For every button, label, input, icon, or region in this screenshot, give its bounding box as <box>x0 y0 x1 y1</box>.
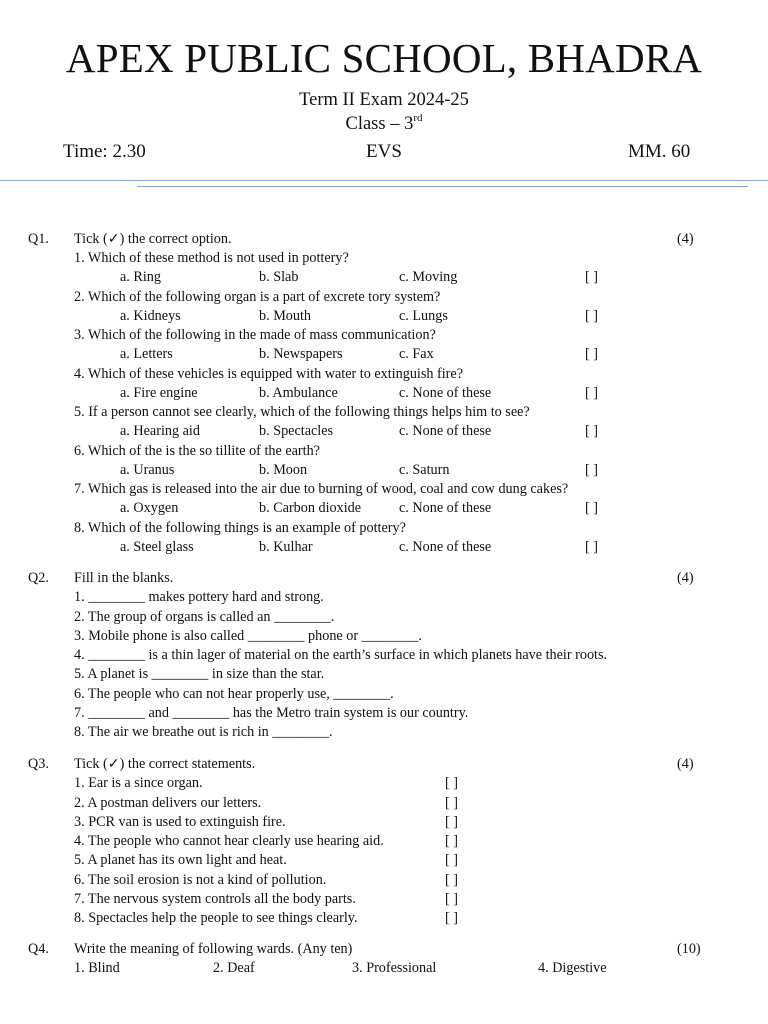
q1-answer-box[interactable]: [ ] <box>585 346 598 362</box>
q4-word: 4. Digestive <box>538 960 607 976</box>
q3-number: Q3. <box>28 756 49 772</box>
q1-option-a: a. Letters <box>120 346 173 362</box>
q1-option-a: a. Oxygen <box>120 500 179 516</box>
q4-title: Write the meaning of following wards. (Any ten) <box>74 941 353 957</box>
q1-option-b: b. Spectacles <box>259 423 334 439</box>
q3-answer-box[interactable]: [ ] <box>445 795 458 811</box>
q3-answer-box[interactable]: [ ] <box>445 775 458 791</box>
q3-answer-box[interactable]: [ ] <box>445 852 458 868</box>
q4-word: 1. Blind <box>74 960 120 976</box>
q1-option-a: a. Steel glass <box>120 539 194 555</box>
q1-option-b: b. Slab <box>259 269 299 285</box>
class-suffix: rd <box>413 112 423 124</box>
q3-answer-box[interactable]: [ ] <box>445 833 458 849</box>
q1-question: 4. Which of these vehicles is equipped with water to extinguish fire? <box>74 366 463 382</box>
q1-answer-box[interactable]: [ ] <box>585 500 598 516</box>
q1-answer-box[interactable]: [ ] <box>585 539 598 555</box>
q3-statement: 7. The nervous system controls all the body parts. <box>74 891 356 907</box>
q3-statement: 1. Ear is a since organ. <box>74 775 203 791</box>
q1-option-c: c. Moving <box>399 269 458 285</box>
q1-answer-box[interactable]: [ ] <box>585 423 598 439</box>
q2-blank-item: 8. The air we breathe out is rich in ________. <box>74 724 333 740</box>
q3-answer-box[interactable]: [ ] <box>445 910 458 926</box>
q1-option-b: b. Moon <box>259 462 308 478</box>
q2-blank-item: 2. The group of organs is called an ________. <box>74 609 335 625</box>
q1-question: 5. If a person cannot see clearly, which of the following things helps him to see? <box>74 404 530 420</box>
q1-answer-box[interactable]: [ ] <box>585 269 598 285</box>
q1-title: Tick (✓) the correct option. <box>74 231 232 247</box>
class-prefix: Class – 3 <box>345 114 414 134</box>
q1-option-c: c. None of these <box>399 423 492 439</box>
q1-option-a: a. Ring <box>120 269 161 285</box>
class-label <box>0 114 768 135</box>
q1-option-b: b. Mouth <box>259 308 312 324</box>
q1-option-c: c. Fax <box>399 346 434 362</box>
q3-statement: 6. The soil erosion is not a kind of pollution. <box>74 872 327 888</box>
q1-option-b: b. Kulhar <box>259 539 313 555</box>
q2-blank-item: 5. A planet is ________ in size than the star. <box>74 666 325 682</box>
q1-option-b: b. Ambulance <box>259 385 338 401</box>
q2-blank-item: 1. ________ makes pottery hard and strong. <box>74 589 324 605</box>
q3-marks: (4) <box>677 756 694 772</box>
school-name: APEX PUBLIC SCHOOL, BHADRA <box>65 35 703 81</box>
q2-blank-item: 6. The people who can not hear properly use, ________. <box>74 686 394 702</box>
q1-option-b: b. Newspapers <box>259 346 343 362</box>
q2-blank-item: 4. ________ is a thin lager of material on the earth’s surface in which planets have their roots. <box>74 647 608 663</box>
q1-option-b: b. Carbon dioxide <box>259 500 362 516</box>
header-divider-2 <box>137 186 748 187</box>
q2-blank-item: 7. ________ and ________ has the Metro train system is our country. <box>74 705 469 721</box>
q1-option-a: a. Kidneys <box>120 308 181 324</box>
q1-number: Q1. <box>28 231 49 247</box>
q1-question: 1. Which of these method is not used in pottery? <box>74 250 349 266</box>
q1-answer-box[interactable]: [ ] <box>585 462 598 478</box>
subject: EVS <box>366 141 402 162</box>
q1-question: 6. Which of the is the so tillite of the earth? <box>74 443 320 459</box>
q2-number: Q2. <box>28 570 49 586</box>
q1-question: 2. Which of the following organ is a part of excrete tory system? <box>74 289 441 305</box>
q2-marks: (4) <box>677 570 694 586</box>
q1-option-c: c. Saturn <box>399 462 450 478</box>
q1-question: 8. Which of the following things is an example of pottery? <box>74 520 406 536</box>
q3-statement: 4. The people who cannot hear clearly use hearing aid. <box>74 833 384 849</box>
q1-option-c: c. None of these <box>399 539 492 555</box>
q4-word: 3. Professional <box>352 960 437 976</box>
q1-option-a: a. Uranus <box>120 462 175 478</box>
q3-statement: 5. A planet has its own light and heat. <box>74 852 287 868</box>
max-marks: MM. 60 <box>628 141 691 162</box>
exam-time: Time: 2.30 <box>63 141 146 162</box>
q1-option-a: a. Hearing aid <box>120 423 200 439</box>
q1-marks: (4) <box>677 231 694 247</box>
q4-marks: (10) <box>677 941 701 957</box>
q1-option-c: c. Lungs <box>399 308 448 324</box>
header-divider <box>0 180 768 181</box>
q1-question: 3. Which of the following in the made of mass communication? <box>74 327 436 343</box>
q3-answer-box[interactable]: [ ] <box>445 872 458 888</box>
q2-blank-item: 3. Mobile phone is also called ________ phone or ________. <box>74 628 422 644</box>
q3-answer-box[interactable]: [ ] <box>445 814 458 830</box>
q4-number: Q4. <box>28 941 49 957</box>
q1-option-c: c. None of these <box>399 385 492 401</box>
q3-statement: 8. Spectacles help the people to see things clearly. <box>74 910 358 926</box>
q1-option-c: c. None of these <box>399 500 492 516</box>
q1-option-a: a. Fire engine <box>120 385 198 401</box>
q1-answer-box[interactable]: [ ] <box>585 385 598 401</box>
q3-answer-box[interactable]: [ ] <box>445 891 458 907</box>
q3-statement: 2. A postman delivers our letters. <box>74 795 262 811</box>
q1-answer-box[interactable]: [ ] <box>585 308 598 324</box>
q1-question: 7. Which gas is released into the air due to burning of wood, coal and cow dung cakes? <box>74 481 569 497</box>
q3-title: Tick (✓) the correct statements. <box>74 756 256 772</box>
q2-title: Fill in the blanks. <box>74 570 174 586</box>
exam-term: Term II Exam 2024-25 <box>299 90 469 110</box>
q4-word: 2. Deaf <box>213 960 255 976</box>
q3-statement: 3. PCR van is used to extinguish fire. <box>74 814 286 830</box>
